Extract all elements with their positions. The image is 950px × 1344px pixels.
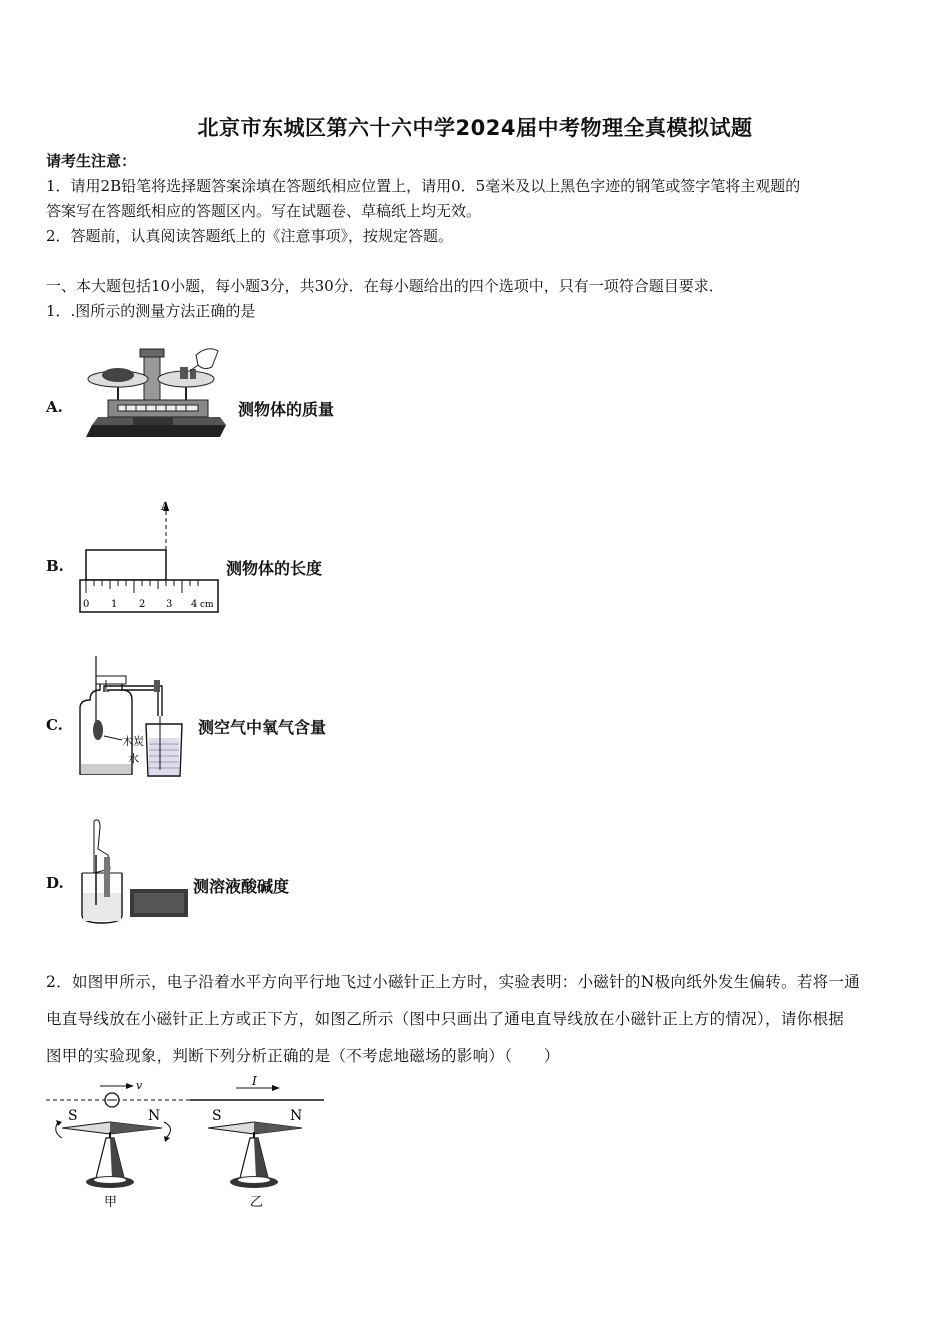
ruler-tick-1: 1 (111, 599, 118, 610)
ruler-tick-4: 4 (191, 599, 198, 610)
notice-item-1-line-1: 1．请用2B铅笔将选择题答案涂填在答题纸相应位置上，请用0．5毫米及以上黑色字迹的钢笔或签字笔将主观题的 (46, 177, 801, 195)
option-d-text: 测溶液酸碱度 (193, 877, 290, 896)
caption-yi: 乙 (250, 1195, 264, 1210)
section-heading: 一、本大题包括10小题，每小题3分，共30分．在每小题给出的四个选项中，只有一项符合题目要求． (46, 277, 724, 295)
option-c-text: 测空气中氧气含量 (198, 718, 327, 737)
ruler-figure (78, 495, 223, 615)
option-c-letter: C. (46, 716, 63, 734)
ruler-tick-2: 2 (139, 599, 146, 610)
option-b-letter: B. (46, 557, 64, 575)
ph-test-figure (76, 815, 191, 927)
option-a-letter: A. (46, 398, 63, 416)
notice-item-1-line-2: 答案写在答题纸相应的答题区内。写在试题卷、草稿纸上均无效。 (46, 202, 482, 220)
caption-jia: 甲 (104, 1195, 118, 1210)
label-s-yi: S (212, 1108, 222, 1124)
balance-scale-figure (78, 345, 228, 445)
option-b-text: 测物体的长度 (226, 559, 323, 578)
notice-heading: 请考生注意： (46, 152, 137, 170)
label-v: v (136, 1079, 143, 1092)
question-2-line-2: 电直导线放在小磁针正上方或正下方，如图乙所示（图中只画出了通电直导线放在小磁针正上方的情况），请你根据 (46, 1010, 845, 1028)
ruler-tick-3: 3 (166, 599, 173, 610)
ruler-tick-0: 0 (83, 599, 90, 610)
label-i: I (252, 1076, 257, 1088)
option-a-text: 测物体的质量 (238, 400, 335, 419)
label-water: 水 (128, 752, 139, 765)
svg-text:A: A (161, 500, 169, 513)
question-2-line-1: 2．如图甲所示，电子沿着水平方向平行地飞过小磁针正上方时，实验表明：小磁针的N极向纸外发生偏转。若将一通 (46, 973, 861, 991)
label-n-yi: N (290, 1108, 303, 1124)
ruler-unit: cm (200, 600, 214, 610)
page-title: 北京市东城区第六十六中学2024届中考物理全真模拟试题 (197, 116, 753, 140)
question-1-stem: 1．.图所示的测量方法正确的是 (46, 302, 256, 320)
oxygen-experiment-figure (76, 652, 198, 780)
label-charcoal: 木炭 (122, 735, 144, 748)
notice-item-2: 2．答题前，认真阅读答题纸上的《注意事项》，按规定答题。 (46, 227, 454, 245)
figure-yi-current-needle (188, 1076, 328, 1212)
figure-jia-electron-needle (44, 1076, 194, 1212)
label-n-jia: N (148, 1108, 161, 1124)
label-s-jia: S (68, 1108, 78, 1124)
option-d-letter: D. (46, 874, 64, 892)
question-2-line-3: 图甲的实验现象，判断下列分析正确的是（不考虑地磁场的影响）（ ） (46, 1047, 560, 1065)
